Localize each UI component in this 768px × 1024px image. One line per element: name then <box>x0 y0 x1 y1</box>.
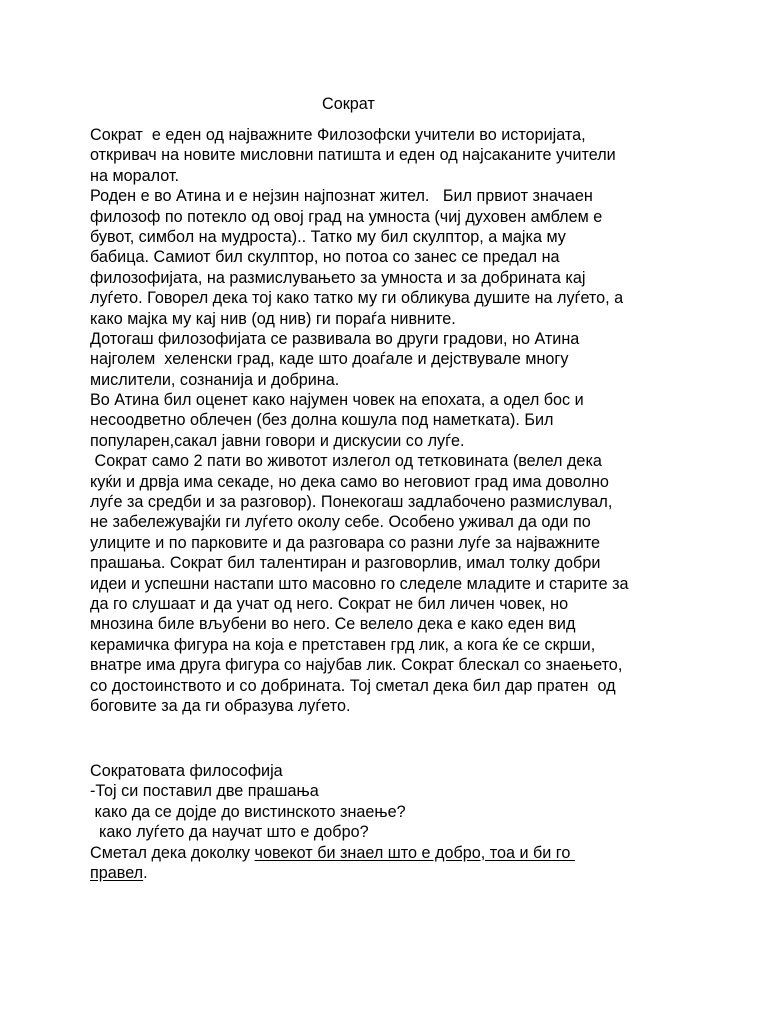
closing-sentence-continued <box>90 863 690 883</box>
body-line: најголем хеленски град, каде што доаѓале и дејствувале многу <box>90 350 569 369</box>
document-title: Сократ <box>322 95 375 113</box>
body-line: несоодветно облечен (без долна кошула под наметката). Бил <box>90 411 554 430</box>
body-line: боговите за да ги образува луѓето. <box>90 696 351 715</box>
closing-period: . <box>143 863 148 882</box>
body-line: Сократ е еден од најважните Филозофски учители во историјата, <box>90 126 586 144</box>
body-line: Роден е во Атина и е нејзин најпознат жител. Бил првиот значаен <box>90 187 593 206</box>
body-line: прашања. Сократ бил талентиран и разговорлив, имал толку добри <box>90 554 601 573</box>
body-line: идеи и успешни настапи што масовно го следеле младите и старите за <box>90 574 629 593</box>
body-line: како мајка му кај нив (од нив) ги пораѓа нивните. <box>90 309 456 328</box>
body-line: бувот, симбол на мудроста).. Татко му бил скулптор, а мајка му <box>90 227 566 246</box>
philosophy-section <box>90 761 690 883</box>
body-line: луѓе за средби и за разговор). Понекогаш задлабочено размислувал, <box>90 493 613 512</box>
body-line: улиците и по парковите и да разговара со разни луѓе за најважните <box>90 533 601 552</box>
body-line: со достоинството и со добрината. Тој сметал дека бил дар пратен од <box>90 676 616 695</box>
body-line: не забележувајќи ги луѓето околу себе. Особено уживал да оди по <box>90 513 591 532</box>
section-line: -Тој си поставил две прашања <box>90 782 319 801</box>
body-line: филозоф по потекло од овој град на умноста (чиј духовен амблем е <box>90 207 603 226</box>
body-line: куќи и дрвја има секаде, но дека само во неговиот град има доволно <box>90 472 609 491</box>
body-line: Во Атина бил оценет како најумен човек на епохата, а одел бос и <box>90 391 584 410</box>
body-line: луѓето. Говорел дека тој како татко му ги обликува душите на луѓето, а <box>90 289 624 308</box>
closing-underlined-text: човекот би знаел што е добро, тоа и би го <box>254 843 575 862</box>
body-line: керамичка фигура на која е претставен грд лик, а кога ќе се скрши, <box>90 635 596 654</box>
closing-underlined-word: правел <box>90 863 144 882</box>
section-heading: Сократовата философија <box>90 762 283 780</box>
closing-sentence <box>90 843 690 863</box>
body-line: популарен,сакал јавни говори и дискусии со луѓе. <box>90 431 465 450</box>
body-line: бабица. Самиот бил скулптор, но потоа со занес се предал на <box>90 248 560 267</box>
document-body <box>90 125 690 716</box>
body-line: Дотогаш филозофијата се развивала во други градови, но Атина <box>90 329 580 348</box>
section-line: како да се дојде до вистинското знаење? <box>90 802 406 821</box>
body-line: да го слушаат и да учат од него. Сократ не бил личен човек, но <box>90 594 569 613</box>
section-line: како луѓето да научат што е добро? <box>90 823 369 842</box>
body-line: мнозина биле вљубени во него. Се велело дека е како еден вид <box>90 615 576 634</box>
body-line: филозофијата, на размислувањето за умноста и за добрината кај <box>90 268 586 287</box>
body-line: откривач на новите мисловни патишта и еден од најсаканите учители <box>90 146 616 165</box>
body-line: мислители, сознанија и добрина. <box>90 370 340 389</box>
body-line: Сократ само 2 пати во животот излегол од тетковината (велел дека <box>90 452 602 471</box>
body-line: внатре има друга фигура со најубав лик. Сократ блескал со знаењето, <box>90 656 623 675</box>
closing-lead: Сметал дека доколку <box>90 843 255 862</box>
body-line: на моралот. <box>90 166 179 185</box>
